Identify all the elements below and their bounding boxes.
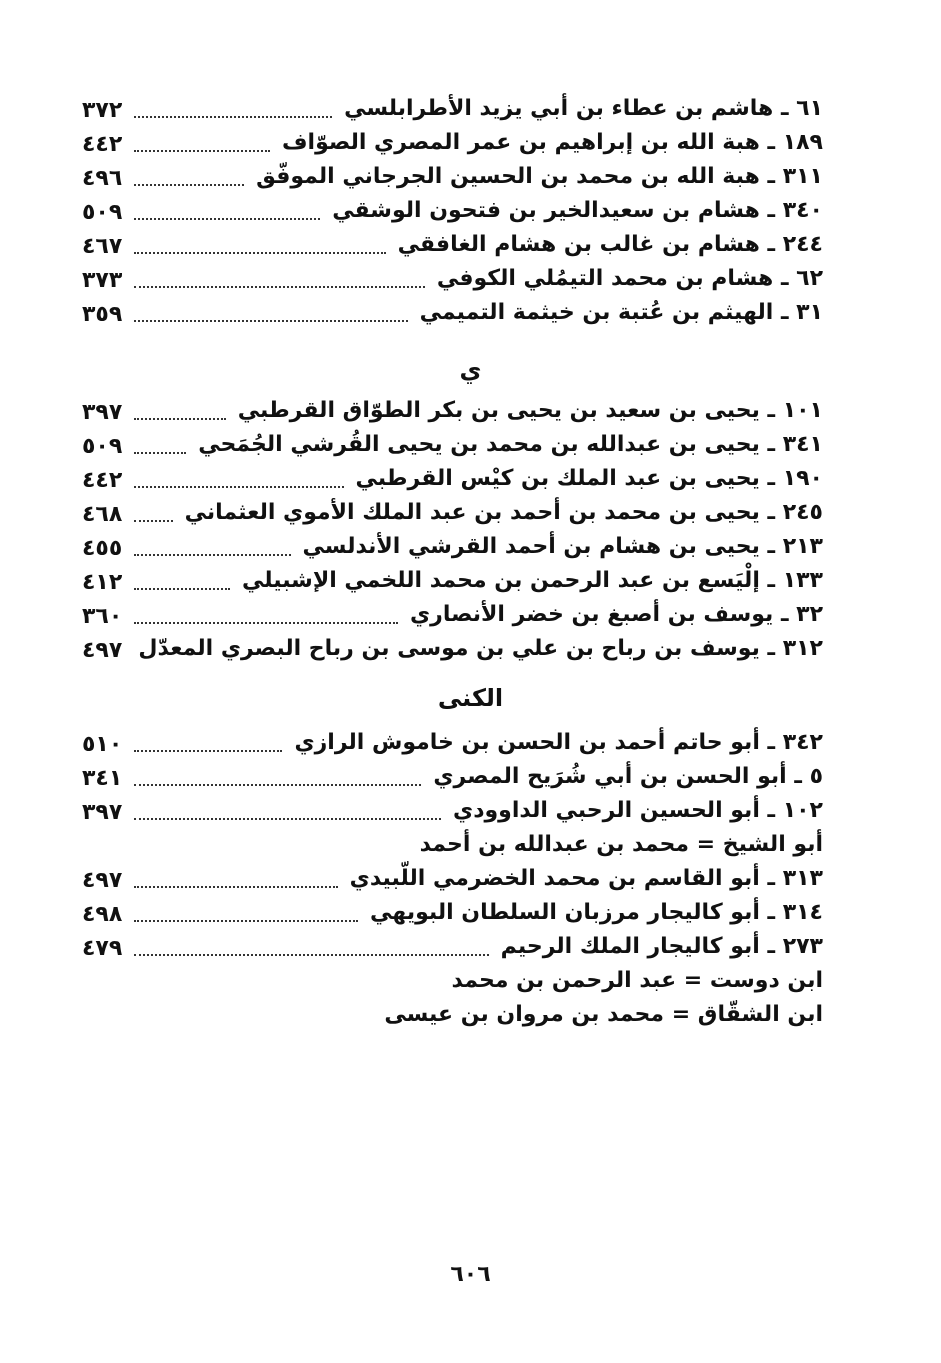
index-entry: ١٠١ ـ يحيى بن سعيد بن يحيى بن بكر الطوّاق القرطبي ٣٩٧ — [82, 398, 823, 425]
index-entry: ٣٤٢ ـ أبو حاتم أحمد بن الحسن بن خاموش الرازي ٥١٠ — [82, 730, 823, 757]
index-entry: ابن الشقّاق = محمد بن مروان بن عيسى — [0, 1002, 941, 1036]
index-entry: ٣٢ ـ يوسف بن أصبغ بن خضر الأنصاري ٣٦٠ — [82, 602, 823, 629]
page-number: ٦٠٦ — [450, 1262, 491, 1287]
index-entry: ابن دوست = عبد الرحمن بن محمد — [0, 968, 941, 1002]
index-entry: ٢٧٣ ـ أبو كاليجار الملك الرحيم ٤٧٩ — [82, 934, 823, 961]
page-ref: ٤٥٥ — [82, 536, 123, 561]
index-entry: ٣١ ـ الهيثم بن عُتبة بن خيثمة التميمي ٣٥٩ — [82, 300, 823, 327]
index-entry: ٣٤٠ ـ هشام بن سعيدالخير بن فتحون الوشقي ٥٠٩ — [82, 198, 823, 225]
index-entry: ٢٤٥ ـ يحيى بن محمد بن أحمد بن عبد الملك الأموي العثماني ٤٦٨ — [82, 500, 823, 527]
index-entry: ٦١ ـ هاشم بن عطاء بن أبي يزيد الأطرابلسي ٣٧٢ — [82, 96, 823, 123]
page-ref: ٣٧٣ — [82, 268, 123, 293]
index-entry: ٣١١ ـ هبة الله بن محمد بن الحسين الجرجاني الموفّق ٤٩٦ — [82, 164, 823, 191]
index-entry: ١٨٩ ـ هبة الله بن إبراهيم بن عمر المصري الصوّاف ٤٤٢ — [82, 130, 823, 157]
section-kuna — [0, 730, 941, 1036]
index-entry: ٣٤١ ـ يحيى بن عبدالله بن محمد بن يحيى القُرشي الجُمَحي ٥٠٩ — [82, 432, 823, 459]
page-ref: ٤٦٨ — [82, 502, 123, 527]
index-entry: ١٩٠ ـ يحيى بن عبد الملك بن كيْس القرطبي ٤٤٢ — [82, 466, 823, 493]
page-ref: ٤١٢ — [82, 570, 123, 595]
page-ref: ٣٥٩ — [82, 302, 123, 327]
page-ref: ٤٤٢ — [82, 132, 123, 157]
page-ref: ٣٩٧ — [82, 400, 123, 425]
section-ya — [0, 398, 941, 670]
page-ref: ٤٧٩ — [82, 936, 123, 961]
index-entry: ٣١٣ ـ أبو القاسم بن محمد الخضرمي اللّبيدي ٤٩٧ — [82, 866, 823, 893]
page-ref: ٣٧٢ — [82, 98, 123, 123]
page-ref: ٤٩٦ — [82, 166, 123, 191]
page-ref: ٤٩٨ — [82, 902, 123, 927]
page-ref: ٣٤١ — [82, 766, 123, 791]
index-entry: ٦٢ ـ هشام بن محمد التيمُلي الكوفي ٣٧٣ — [82, 266, 823, 293]
page-ref: ٤٩٧ — [82, 868, 123, 893]
page-ref: ٤٩٧ — [82, 638, 123, 663]
page-ref: ٥١٠ — [82, 732, 123, 757]
page-ref: ٥٠٩ — [82, 200, 123, 225]
index-entry: ٣١٢ ـ يوسف بن رباح بن علي بن موسى بن رباح البصري المعدّل ٤٩٧ — [82, 636, 823, 663]
page-ref: ٤٦٧ — [82, 234, 123, 259]
index-entry: ٢٤٤ ـ هشام بن غالب بن هشام الغافقي ٤٦٧ — [82, 232, 823, 259]
index-entry: ١٣٣ ـ إلْيَسع بن عبد الرحمن بن محمد اللخمي الإشبيلي ٤١٢ — [82, 568, 823, 595]
index-entry: أبو الشيخ = محمد بن عبدالله بن أحمد — [0, 832, 941, 866]
index-entry: ٢١٣ ـ يحيى بن هشام بن أحمد القرشي الأندلسي ٤٥٥ — [82, 534, 823, 561]
page-ref: ٥٠٩ — [82, 434, 123, 459]
index-entry: ٣١٤ ـ أبو كاليجار مرزبان السلطان البويهي ٤٩٨ — [82, 900, 823, 927]
page-ref: ٤٤٢ — [82, 468, 123, 493]
page-ref: ٣٦٠ — [82, 604, 123, 629]
section-heading-ya: ي — [459, 356, 482, 384]
page-ref: ٣٩٧ — [82, 800, 123, 825]
index-entry: ٥ ـ أبو الحسن بن أبي شُرَيح المصري ٣٤١ — [82, 764, 823, 791]
section-h — [0, 96, 941, 334]
section-heading-kuna: الكنى — [437, 684, 504, 712]
index-entry: ١٠٢ ـ أبو الحسين الرحبي الداوودي ٣٩٧ — [82, 798, 823, 825]
